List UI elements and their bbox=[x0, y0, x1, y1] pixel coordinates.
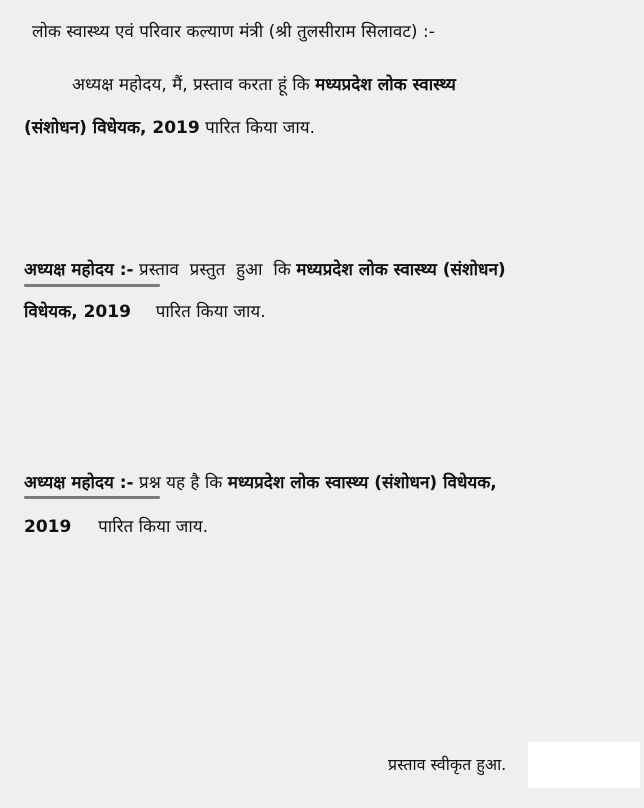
para1-line2 bbox=[24, 120, 315, 137]
para2-bill-name-cont: विधेयक, 2019 bbox=[24, 302, 131, 322]
para2-line2 bbox=[24, 304, 266, 321]
motion-adopted-text: प्रस्ताव स्वीकृत हुआ. bbox=[388, 755, 507, 774]
speaker-label: अध्यक्ष महोदय :- bbox=[24, 260, 134, 280]
para1-line1-text: अध्यक्ष महोदय, मैं, प्रस्ताव करता हूं कि bbox=[72, 75, 310, 95]
para1-bill-name: मध्यप्रदेश लोक स्वास्थ्य bbox=[315, 75, 456, 95]
para3-line1 bbox=[24, 475, 497, 492]
para3-line1-text: प्रश्न यह है कि bbox=[139, 473, 223, 493]
para3-line2-text: पारित किया जाय. bbox=[98, 517, 209, 537]
para1-line1 bbox=[72, 77, 456, 94]
para2-line1-text: प्रस्ताव प्रस्तुत हुआ कि bbox=[139, 260, 291, 280]
para1-line2-text: पारित किया जाय. bbox=[205, 118, 316, 138]
para3-bill-name: मध्यप्रदेश लोक स्वास्थ्य (संशोधन) विधेयक, bbox=[227, 473, 497, 493]
minister-heading: लोक स्वास्थ्य एवं परिवार कल्याण मंत्री (श्री तुलसीराम सिलावट) :- bbox=[32, 22, 435, 42]
para2-line1 bbox=[24, 262, 506, 279]
para2-line2-text: पारित किया जाय. bbox=[155, 302, 266, 322]
blank-patch bbox=[528, 742, 640, 788]
para3-line2 bbox=[24, 519, 208, 536]
para1-bill-name-cont: (संशोधन) विधेयक, 2019 bbox=[24, 118, 200, 138]
para3-bill-name-cont: 2019 bbox=[24, 517, 72, 537]
speaker-underline bbox=[24, 496, 160, 499]
speaker-underline bbox=[24, 284, 160, 287]
speaker-label: अध्यक्ष महोदय :- bbox=[24, 473, 134, 493]
para2-bill-name: मध्यप्रदेश लोक स्वास्थ्य (संशोधन) bbox=[296, 260, 506, 280]
